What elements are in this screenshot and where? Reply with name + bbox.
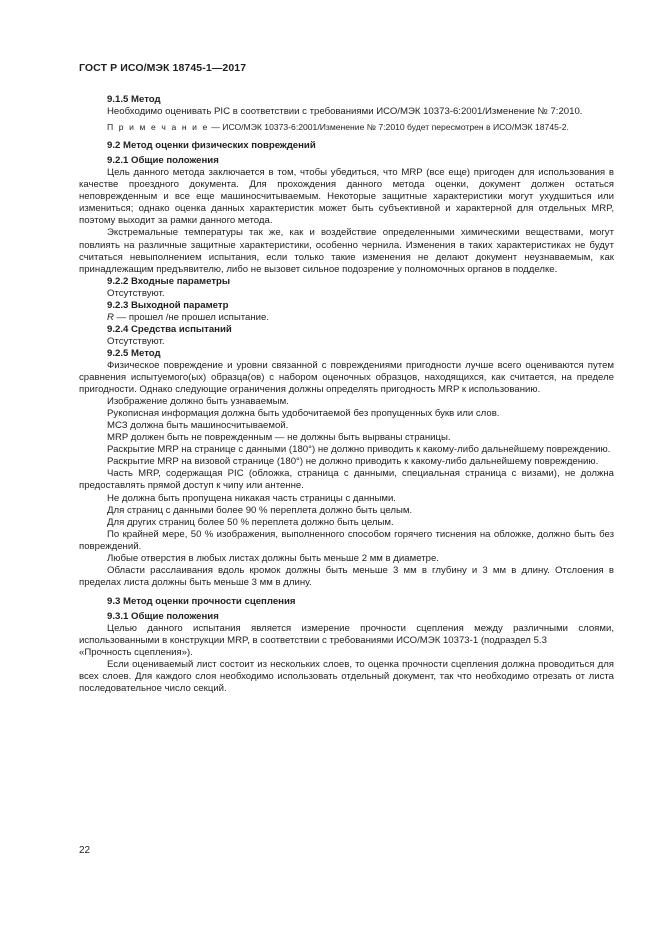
requirement: Любые отверстия в любых листах должны быть меньше 2 мм в диаметре.: [107, 552, 439, 564]
note-label: П р и м е ч а н и е: [107, 122, 209, 133]
requirement: Раскрытие MRP на визовой странице (180°) не должно приводить к какому-либо дальнейшему повреждению.: [107, 456, 599, 468]
requirement: Раскрытие MRP на странице с данными (180°) не должно приводить к какому-либо дальнейшему повреждению.: [107, 444, 611, 456]
requirement: Для страниц с данными более 90 % переплета должно быть целым.: [107, 504, 413, 516]
requirement: МСЗ должна быть машиносчитываемой.: [107, 420, 289, 432]
section-9-3-1-heading: 9.3.1 Общие положения: [107, 610, 219, 622]
section-9-2-2-heading: 9.2.2 Входные параметры: [107, 275, 231, 287]
paragraph: Целью данного испытания является измерение прочности сцепления между различными слоями, использованными в конструкции MRP, в соответствии с требованиями ИСО/МЭК 10373-1 (подраздел 5.3: [79, 622, 614, 647]
requirement: По крайней мере, 50 % изображения, выполненного способом горячего тиснения на обложке, должно быть без повреждений.: [79, 528, 614, 552]
paragraph: Физическое повреждение и уровни связанной с повреждениями пригодности лучше всего оцениваются путем сравнения испытуемого(ых) образца(ов) с набором оценочных образцов, находящихся, как считается, на пределе пригодности. Однако следующие ограничения должны определять пригодность MRP к использованию.: [79, 359, 614, 396]
requirement: Области расслаивания вдоль кромок должны быть меньше 3 мм в глубину и 3 мм в длину. Отслоения в пределах листа должны быть меньше 3 мм в длину.: [79, 564, 614, 588]
requirement: Для других страниц более 50 % переплета должно быть целым.: [107, 516, 394, 528]
note: [79, 121, 614, 133]
section-9-2-1-heading: 9.2.1 Общие положения: [107, 155, 219, 167]
section-9-2-5-heading: 9.2.5 Метод: [107, 347, 161, 359]
section-9-2-3-heading: 9.2.3 Выходной параметр: [107, 299, 229, 311]
output-text: — прошел /не прошел испытание.: [113, 311, 270, 323]
paragraph: [79, 312, 614, 324]
section-9-2-4-heading: 9.2.4 Средства испытаний: [107, 323, 232, 335]
section-9-1-5-heading: 9.1.5 Метод: [107, 94, 161, 105]
section-9-2-heading: 9.2 Метод оценки физических повреждений: [107, 140, 316, 152]
page-number: 22: [79, 845, 91, 856]
page-content: [79, 94, 614, 695]
paragraph: Экстремальные температуры так же, как и воздействие определенными химическими веществами, могут повлиять на различные защитные характеристики, особенно чернила. Изменения в таких характеристиках не будут считаться невыполнением испытания, если только такие изменения не делают документ неузнаваемым, как принадлежащим предъявителю, либо не вызовет сильное подозрение у полномочных органов в подделке.: [79, 227, 614, 275]
requirement: Изображение должно быть узнаваемым.: [107, 396, 289, 408]
requirement: Не должна быть пропущена никакая часть страницы с данными.: [107, 492, 396, 504]
requirement: Часть MRP, содержащая PIC (обложка, страница с данными, специальная страница с визами), не должна предоставлять прямой доступ к чипу или антенне.: [79, 468, 614, 492]
paragraph-continuation: «Прочность сцепления»).: [79, 647, 193, 659]
document-header: ГОСТ Р ИСО/МЭК 18745-1—2017: [79, 62, 247, 74]
requirement: Рукописная информация должна быть удобочитаемой без пропущенных букв или слов.: [107, 408, 500, 420]
note-text: — ИСО/МЭК 10373-6:2001/Изменение № 7:2010 будет пересмотрен в ИСО/МЭК 18745-2.: [208, 122, 569, 133]
section-9-3-heading: 9.3 Метод оценки прочности сцепления: [107, 595, 296, 607]
variable-r: R: [107, 311, 114, 323]
paragraph: Цель данного метода заключается в том, чтобы убедиться, что MRP (все еще) пригоден для использования в качестве проездного документа. Для прохождения данного метода оценки, документ должен остаться неповрежденным и все еще машиносчитываемым. Некоторые защитные характеристики могут ухудшиться или измениться; однако оценка данных характеристик может быть субъективной и характерной для отдельных MRP, поэтому выходит за рамки данного метода.: [79, 167, 614, 227]
paragraph: Если оцениваемый лист состоит из нескольких слоев, то оценка прочности сцепления должна проводиться для всех слоев. Для каждого слоя необходимо использовать отдельный документ, так что необходимо отрезать от листа последовательное число секций.: [79, 659, 614, 695]
section-9-1-5-text: Необходимо оценивать PIC в соответствии с требованиями ИСО/МЭК 10373-6:2001/Изменение № 7:2010.: [107, 106, 583, 118]
requirement: MRP должен быть не поврежденным — не должны быть вырваны страницы.: [107, 432, 451, 444]
paragraph: Отсутствуют.: [107, 335, 165, 347]
paragraph: Отсутствуют.: [107, 287, 165, 299]
